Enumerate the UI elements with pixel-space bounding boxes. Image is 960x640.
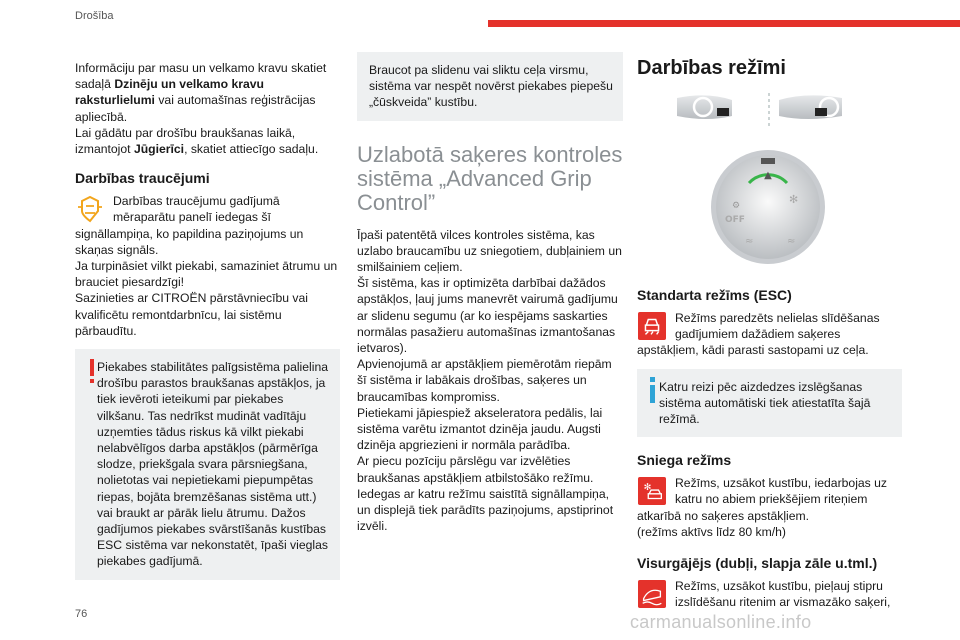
std-mode-block [637,310,902,359]
intro-bold: Dzinēju un velkamo kravu raksturlielumi [75,77,264,108]
page-number: 76 [75,608,88,620]
agc-paragraph: Pietiekami jāpiespiež akseleratora pedālis, lai sistēma varētu izmantot dzinēja jaudu. Augsti dzinēja apgriezieni ir normāla parādība. [357,405,603,453]
faults-text-3: Sazinieties ar CITROËN pārstāvniecību vai kvalificētu remontdarbnīcu, lai sistēmu pārbaudītu. [75,291,309,338]
warning-text: Piekabes stabilitātes palīgsistēma palielina drošību parastos braukšanas apstākļos, ja tiek ievēroti ieteikumi par piekabes vilkšanu. Tas nedrīkst mudināt vadītāju uzņemties tādus riskus kā vilkt piekabi nelabvēlīgos darba apstākļos (pārmērīga slodze, priekšgala svara pārsniegšana, nolietotas vai nepietiekami piepumpētas riepas, bojāta bremzēšanas sistēma utt.) vai braukt ar pārāk lielu ātrumu. Dažos gadījumos piekabes svārstīšanās kustības ESC sistēma var nekonstatēt, īpaši vieglas piekabes gadījumā. [97,360,329,569]
svg-text:✻: ✻ [643,482,652,494]
column-1 [75,60,340,580]
agc-paragraph: Ar piecu pozīciju pārslēgu var izvēlēties braukšanas apstākļiem atbilstošāko režīmu. [357,454,594,485]
svg-text:≈: ≈ [745,236,754,247]
esc-mode-icon [637,312,667,340]
info-box [637,369,902,438]
header-accent-bar [488,20,960,27]
std-mode-title: Standarta režīms (ESC) [637,287,792,303]
section-header: Drošība [75,10,114,22]
intro2-text: Lai gādātu par drošību braukšanas laikā, izmantojot [75,125,296,157]
agc-paragraph: Īpaši patentētā vilces kontroles sistēma, kas uzlabo braucamību uz sniegotiem, dubļainiem un smilšainiem ceļiem. [357,227,622,275]
agc-paragraphs [357,227,623,535]
faults-text-2: Ja turpināsiet vilkt piekabi, samaziniet ātrumu un brauciet piesardzīgi! [75,259,338,290]
snow-mode-text: Režīms, uzsākot kustību, iedarbojas uz katru no abiem priekšējiem riteņiem atkarībā no saķeres apstākļiem. [637,476,888,523]
trailer-warning-icon [75,195,105,223]
svg-text:⚙: ⚙ [732,201,741,211]
intro2-bold: Jūgierīci [133,142,185,157]
column-2 [357,52,623,534]
steering-wheel-illustration [637,88,902,148]
agc-title: Uzlabotā saķeres kontroles sistēma „Advanced Grip Control” [357,141,623,215]
warning-box [75,349,340,580]
snow-mode-block [637,475,902,524]
exclamation-icon [87,357,97,385]
faults-text: Darbības traucējumu gadījumā mēraparātu panelī iedegas šī signāllampiņa, ko papildina paziņojums un skaņas signāls. [75,194,304,257]
watermark: carmanualsonline.info [630,612,812,632]
faults-title: Darbības traucējumi [75,170,210,187]
svg-text:✻: ✻ [789,193,799,206]
snow-mode-icon [637,477,667,505]
agc-paragraph: Iedegas ar katru režīmu saistītā signāllampiņa, un displejā tiek parādīts paziņojums, apstiprinot izvēli. [357,486,614,534]
note-box [357,52,623,121]
intro-text: Informāciju par masu un velkamo kravu skatiet sadaļā [75,61,327,92]
snow-mode-text-2: (režīms aktīvs līdz 80 km/h) [637,524,786,539]
note-text: Braucot pa slidenu vai sliktu ceļa virsmu, sistēma var nespēt novērst piekabes piepešu „čūskveida” kustību. [369,63,613,110]
faults-block [75,193,340,258]
mud-mode-title: Visurgājējs (dubļi, slapja zāle u.tml.) [637,555,878,572]
agc-paragraph: Apvienojumā ar apstākļiem piemērotām riepām šī sistēma ir labākais drošības, saķeres un braucamības kompromiss. [357,357,612,404]
mode-selector-knob-illustration [637,148,902,266]
svg-text:≈: ≈ [787,236,796,247]
info-text: Katru reizi pēc aizdedzes izslēgšanas sistēma automātiski tiek atiestatīta šajā režīmā. [659,379,871,427]
knob-off-label: OFF [725,215,745,225]
intro-paragraph [75,60,340,125]
column-3 [637,52,902,610]
intro2-text-end: , skatiet attiecīgo sadaļu. [184,142,319,157]
std-mode-text: Režīms paredzēts nelielas slīdēšanas gadījumiem dažādiem saķeres apstākļiem, kādi parasti sastopami uz ceļa. [637,311,880,358]
info-icon [649,375,657,405]
mud-mode-block [637,578,902,610]
mud-mode-icon [637,580,667,608]
snow-mode-title: Sniega režīms [637,452,732,469]
intro2-paragraph [75,125,340,157]
modes-title: Darbības režīmi [637,57,786,79]
svg-text:▲: ▲ [764,170,772,181]
agc-paragraph: Šī sistēma, kas ir optimizēta darbībai dažādos apstākļos, ļauj jums manevrēt vairumā gadījumu ar slidenu segumu (ar ko iespējams saskarties normālas pasažieru automašīnas izmantošanas ietvaros). [357,276,618,356]
intro-text-end: vai automašīnas reģistrācijas apliecībā. [75,93,316,124]
mud-mode-text: Režīms, uzsākot kustību, pieļauj stipru izslīdēšanu ritenim ar vismazāko saķeri, [675,579,891,610]
